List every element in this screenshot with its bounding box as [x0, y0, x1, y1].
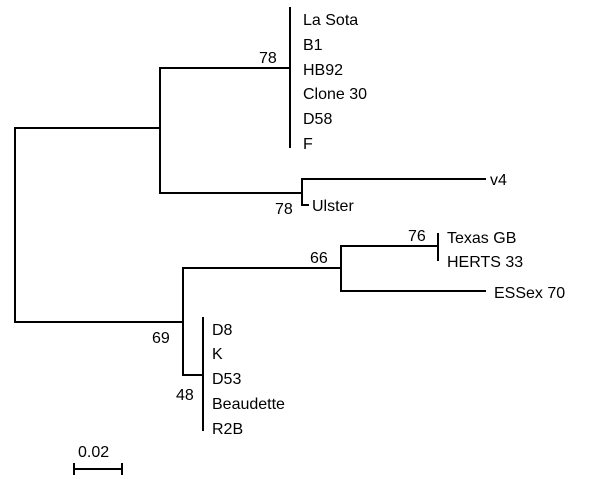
taxon-label: La Sota	[303, 12, 359, 29]
taxon-label: B1	[303, 37, 323, 54]
tree-branches	[15, 8, 485, 430]
taxon-label: Beaudette	[212, 396, 285, 413]
bootstrap-value: 69	[152, 330, 170, 347]
taxon-label: R2B	[212, 421, 244, 438]
bootstrap-labels	[152, 50, 426, 404]
taxon-label: ESSex 70	[494, 285, 566, 302]
taxon-label: Clone 30	[303, 86, 368, 103]
bootstrap-value: 78	[259, 50, 277, 67]
bootstrap-value: 66	[310, 250, 328, 267]
taxon-label: v4	[490, 172, 507, 189]
taxon-label: F	[303, 136, 313, 153]
bootstrap-value: 48	[176, 387, 194, 404]
taxon-label: D58	[303, 111, 333, 128]
taxon-labels	[212, 12, 565, 438]
taxon-label: HB92	[303, 62, 344, 79]
scale-bar-label: 0.02	[78, 444, 110, 461]
taxon-label: D8	[212, 322, 233, 339]
taxon-label: Ulster	[312, 198, 354, 215]
taxon-label: HERTS 33	[447, 254, 524, 271]
taxon-label: D53	[212, 371, 242, 388]
bootstrap-value: 78	[275, 201, 293, 218]
taxon-label: K	[212, 346, 223, 363]
taxon-label: Texas GB	[447, 230, 517, 247]
scale-bar	[74, 444, 122, 474]
bootstrap-value: 76	[408, 228, 426, 245]
